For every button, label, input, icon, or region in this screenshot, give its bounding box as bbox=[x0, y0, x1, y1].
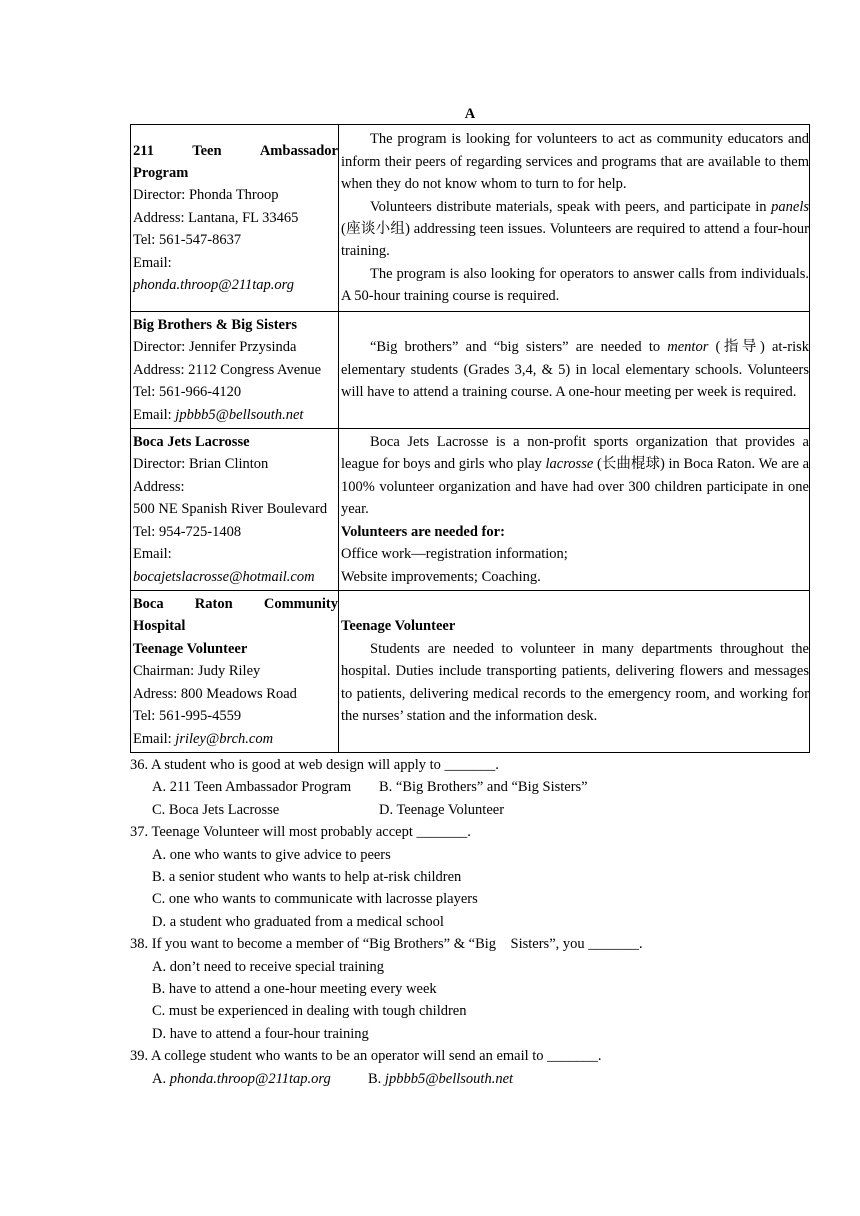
option[interactable]: D. a student who graduated from a medical school bbox=[152, 913, 444, 930]
option-row bbox=[152, 799, 810, 821]
description-cell bbox=[339, 125, 810, 312]
telephone: Tel: 561-966-4120 bbox=[133, 384, 242, 401]
option[interactable]: B. have to attend a one-hour meeting every week bbox=[152, 981, 437, 998]
table-row bbox=[131, 591, 810, 753]
description-paragraph: Boca Jets Lacrosse is a non-profit sports organization that provides a league for boys and girls who play lacrosse (长曲棍球) in Boca Raton. We are a 100% volunteer organization and have had over 300 children participate in one year. bbox=[341, 434, 810, 518]
table-row bbox=[131, 429, 810, 591]
option[interactable]: C. Boca Jets Lacrosse bbox=[152, 801, 280, 818]
email: phonda.throop@211tap.org bbox=[133, 277, 295, 294]
email-line: Email: jpbbb5@bellsouth.net bbox=[133, 406, 304, 423]
option[interactable]: D. Teenage Volunteer bbox=[379, 801, 505, 818]
question-stem: 36. A student who is good at web design will apply to _______. bbox=[130, 757, 499, 773]
exam-page bbox=[130, 104, 810, 1090]
org-info-cell bbox=[131, 125, 339, 312]
description-cell bbox=[339, 429, 810, 591]
telephone: Tel: 561-995-4559 bbox=[133, 708, 242, 725]
questions bbox=[130, 754, 810, 1090]
org-name: 211 Teen Ambassador bbox=[133, 142, 338, 159]
description-cell bbox=[339, 591, 810, 753]
director: Director: Phonda Throop bbox=[133, 187, 279, 204]
email: bocajetslacrosse@hotmail.com bbox=[133, 568, 315, 585]
director: Director: Brian Clinton bbox=[133, 456, 269, 473]
telephone: Tel: 954-725-1408 bbox=[133, 523, 242, 540]
org-info-cell bbox=[131, 591, 339, 753]
description-paragraph: The program is also looking for operators to answer calls from individuals. A 50-hour training course is required. bbox=[341, 265, 809, 305]
email: jriley@brch.com bbox=[175, 730, 274, 747]
org-subtitle: Teenage Volunteer bbox=[133, 640, 248, 657]
director: Director: Jennifer Przysinda bbox=[133, 339, 297, 356]
description-paragraph: The program is looking for volunteers to act as community educators and inform their peers of regarding services and programs that are available to them when they do not know whom to turn to for help. bbox=[341, 131, 809, 193]
option[interactable]: A. one who wants to give advice to peers bbox=[152, 846, 391, 863]
option[interactable]: A. 211 Teen Ambassador Program bbox=[152, 779, 352, 796]
option[interactable]: A. don’t need to receive special training bbox=[152, 958, 385, 975]
org-name-line2: Program bbox=[133, 164, 189, 181]
org-name: Big Brothers & Big Sisters bbox=[133, 316, 298, 333]
question-stem: 37. Teenage Volunteer will most probably accept _______. bbox=[130, 824, 471, 841]
option[interactable]: D. have to attend a four-hour training bbox=[152, 1025, 369, 1042]
needed-item: Website improvements; Coaching. bbox=[341, 568, 541, 585]
org-name: Boca Raton Community bbox=[133, 596, 338, 613]
question-stem: 39. A college student who wants to be an operator will send an email to _______. bbox=[130, 1048, 602, 1065]
org-info-cell bbox=[131, 429, 339, 591]
description-cell bbox=[339, 312, 810, 429]
org-name-line2: Hospital bbox=[133, 618, 186, 635]
org-info-cell bbox=[131, 312, 339, 429]
option[interactable]: B. jpbbb5@bellsouth.net bbox=[368, 1070, 514, 1087]
table-row bbox=[131, 312, 810, 429]
description-heading: Teenage Volunteer bbox=[341, 618, 456, 635]
address: Address: 2112 Congress Avenue bbox=[133, 361, 322, 378]
description-paragraph: “Big brothers” and “big sisters” are needed to mentor (指导) at-risk elementary students (Grades 3,4, & 5) in local elementary schools. Volunteers will have to attend a training course. A one-hour meeting per week is required. bbox=[341, 339, 810, 401]
email-label: Email: bbox=[133, 254, 172, 271]
telephone: Tel: 561-547-8637 bbox=[133, 232, 242, 249]
address-label: Address: bbox=[133, 478, 185, 495]
org-name: Boca Jets Lacrosse bbox=[133, 434, 250, 451]
description-paragraph: Volunteers distribute materials, speak with peers, and participate in panels (座谈小组) addressing teen issues. Volunteers are required to attend a four-hour training. bbox=[341, 198, 809, 260]
option-row bbox=[152, 1068, 810, 1090]
needed-item: Office work—registration information; bbox=[341, 546, 568, 563]
email-label: Email: bbox=[133, 546, 172, 563]
address: Adress: 800 Meadows Road bbox=[133, 685, 297, 702]
needed-heading: Volunteers are needed for: bbox=[341, 523, 505, 540]
section-title: A bbox=[464, 106, 476, 122]
description-paragraph: Students are needed to volunteer in many departments throughout the hospital. Duties include transporting patients, delivering flowers and messages to patients, delivering medical records to the emergency room, and working for the nurses’ station and the information desk. bbox=[341, 640, 809, 725]
chairman: Chairman: Judy Riley bbox=[133, 663, 261, 680]
option[interactable]: C. one who wants to communicate with lacrosse players bbox=[152, 891, 478, 908]
option[interactable]: C. must be experienced in dealing with tough children bbox=[152, 1003, 467, 1020]
question-stem: 38. If you want to become a member of “Big Brothers” & “Big Sisters”, you _______. bbox=[130, 936, 643, 953]
email: jpbbb5@bellsouth.net bbox=[175, 406, 304, 423]
option[interactable]: B. “Big Brothers” and “Big Sisters” bbox=[379, 779, 588, 796]
volunteer-table bbox=[130, 124, 810, 753]
option-row bbox=[152, 776, 810, 798]
address: 500 NE Spanish River Boulevard bbox=[133, 501, 328, 518]
option[interactable]: B. a senior student who wants to help at-risk children bbox=[152, 869, 462, 886]
address: Address: Lantana, FL 33465 bbox=[133, 209, 299, 226]
table-row bbox=[131, 125, 810, 312]
option[interactable]: A. phonda.throop@211tap.org bbox=[152, 1070, 331, 1087]
email-line: Email: jriley@brch.com bbox=[133, 730, 274, 747]
